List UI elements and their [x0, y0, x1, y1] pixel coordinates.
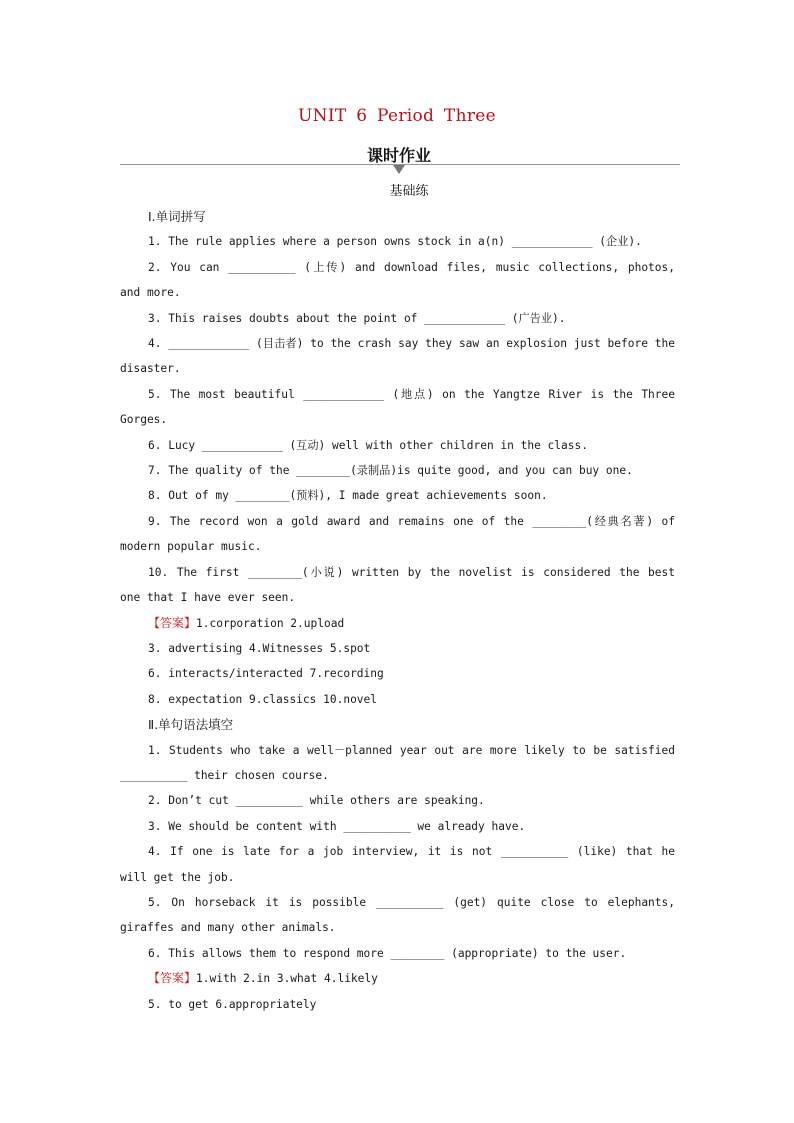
part2-question: 1. Students who take a well－planned year out are more likely to be satisfied __________ their chosen course. [120, 743, 675, 782]
answer-text: 1.corporation 2.upload [196, 616, 345, 630]
part1-heading: Ⅰ.单词拼写 [148, 209, 206, 224]
part1-question: 2. You can __________ (上传) and download files, music collections, photos, and more. [120, 260, 675, 300]
part2-answer-line: 5. to get 6.appropriately [148, 997, 317, 1011]
answer-text: 1.with 2.in 3.what 4.likely [196, 972, 378, 986]
part1-answer-line: 8. expectation 9.classics 10.novel [148, 692, 378, 706]
page-subtitle: 课时作业 [366, 146, 431, 165]
part1-question: 6. Lucy ____________ (互动) well with other children in the class. [148, 438, 588, 452]
part1-question: 4. ____________ (目击者) to the crash say they saw an explosion just before the disaster. [120, 337, 675, 376]
part1-question: 1. The rule applies where a person owns stock in a(n) ____________ (企业). [148, 235, 642, 249]
section-label: 基础练 [389, 184, 429, 199]
part2-answer [120, 966, 675, 991]
part1-question: 3. This raises doubts about the point of ____________ (广告业). [148, 311, 566, 325]
part2-question: 3. We should be content with __________ we already have. [148, 819, 526, 833]
part1-question: 5. The most beautiful ____________ (地点) on the Yangtze River is the Three Gorges. [120, 387, 675, 427]
part2-question: 5. On horseback it is possible __________ (get) quite close to elephants, giraffes and many other animals. [120, 895, 675, 935]
part2-question: 6. This allows them to respond more ________ (appropriate) to the user. [148, 946, 627, 960]
part2-question: 4. If one is late for a job interview, it is not __________ (like) that he will get the job. [120, 845, 675, 884]
answer-label: 【答案】 [148, 615, 197, 630]
part1-question: 7. The quality of the ________(录制品)is quite good, and you can buy one. [148, 464, 633, 478]
part1-question: 8. Out of my ________(预料), I made great achievements soon. [148, 489, 548, 503]
exercise-content [120, 204, 675, 1017]
answer-label: 【答案】 [148, 971, 197, 986]
triangle-down-icon [393, 165, 405, 174]
part1-question: 10. The first ________(小说) written by the novelist is considered the best one that I have ever seen. [120, 565, 675, 605]
part1-question: 9. The record won a gold award and remains one of the ________(经典名著) of modern popular music. [120, 514, 675, 554]
part2-question: 2. Don’t cut __________ while others are speaking. [148, 794, 485, 808]
part1-answer-line: 6. interacts/interacted 7.recording [148, 667, 384, 681]
part1-answer-line: 3. advertising 4.Witnesses 5.spot [148, 641, 371, 655]
part2-heading: Ⅱ.单句语法填空 [148, 717, 234, 733]
part1-answer [120, 611, 675, 636]
page-title: UNIT 6 Period Three [298, 106, 496, 126]
